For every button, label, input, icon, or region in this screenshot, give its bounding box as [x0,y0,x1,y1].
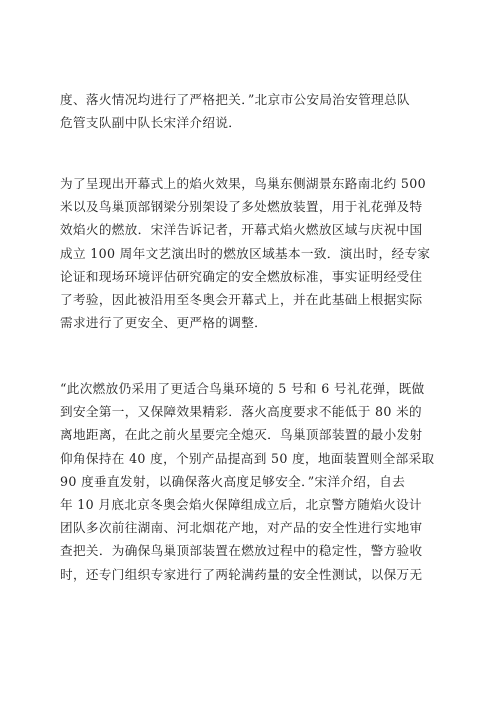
paragraph-line: 离地距离，在此之前火星要完全熄灭．鸟巢顶部装置的最小发射 [60,427,423,443]
paragraph-line: “此次燃放仍采用了更适合鸟巢环境的 5 号和 6 号礼花弹，既做 [60,381,425,396]
paragraph-1 [60,88,454,134]
paragraph-2 [60,172,454,334]
paragraph-line: 仰角保持在 40 度，个别产品提高到 50 度，地面装置则全部采取 [60,450,435,466]
paragraph-line: 为了呈现出开幕式上的焰火效果，鸟巢东侧湖景东路南北约 500 [60,176,426,191]
paragraph-line: 了考验，因此被沿用至冬奥会开幕式上，并在此基础上根据实际 [60,292,423,308]
paragraph-line: 团队多次前往湖南、河北烟花产地，对产品的安全性进行实地审 [60,520,423,536]
paragraph-3 [60,377,454,586]
paragraph-line: 米以及鸟巢顶部钢梁分别架设了多处燃放装置，用于礼花弹及特 [60,199,423,215]
paragraph-line: 查把关．为确保鸟巢顶部装置在燃放过程中的稳定性，警方验收 [60,543,423,559]
paragraph-line: 效焰火的燃放．宋洋告诉记者，开幕式焰火燃放区域与庆祝中国 [60,222,423,238]
paragraph-line: 90 度垂直发射，以确保落火高度足够安全．”宋洋介绍，自去 [60,473,406,489]
paragraph-line: 成立 100 周年文艺演出时的燃放区域基本一致．演出时，经专家 [60,245,431,261]
paragraph-line: 需求进行了更安全、更严格的调整． [60,315,268,331]
paragraph-line: 度、落火情况均进行了严格把关．”北京市公安局治安管理总队 [60,92,410,107]
paragraph-line: 论证和现场环境评估研究确定的安全燃放标准，事实证明经受住 [60,268,423,284]
paragraph-line: 危管支队副中队长宋洋介绍说． [60,115,242,131]
paragraph-line: 到安全第一，又保障效果精彩．落火高度要求不能低于 80 米的 [60,404,422,420]
paragraph-line: 时，还专门组织专家进行了两轮满药量的安全性测试，以保万无 [60,566,423,582]
paragraph-line: 年 10 月底北京冬奥会焰火保障组成立后，北京警方随焰火设计 [60,497,422,513]
